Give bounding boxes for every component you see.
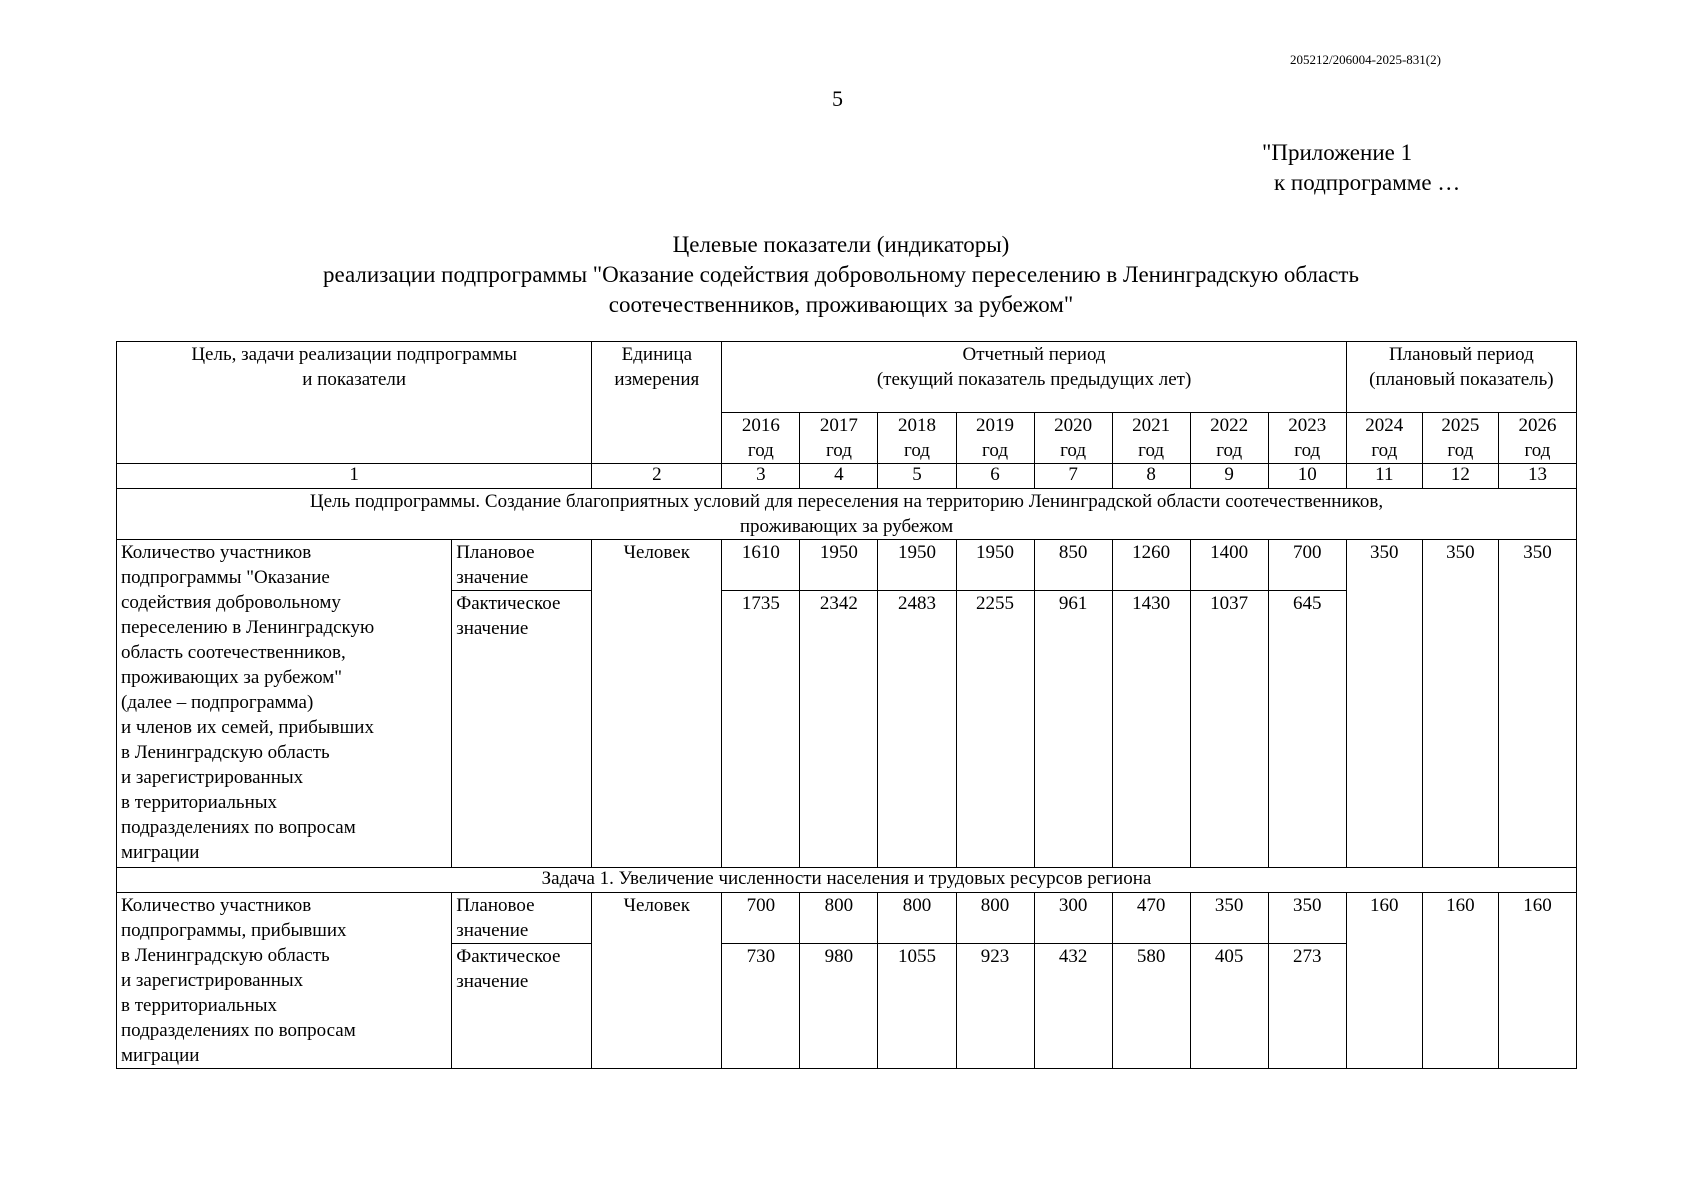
column-number-line: 9 — [1224, 464, 1234, 485]
plan-value — [878, 893, 956, 944]
indicator-name-line: подпрограммы "Оказание — [121, 567, 330, 588]
document-id: 205212/206004-2025-831(2) — [1290, 52, 1441, 67]
fact-value-line: 961 — [1058, 593, 1088, 614]
year-header — [1268, 413, 1346, 464]
indicator-name-line: и зарегистрированных — [121, 970, 304, 991]
fact-value-line: 2483 — [897, 593, 936, 614]
plan-value-line: 800 — [824, 895, 854, 916]
plan-value-line: 1260 — [1132, 542, 1171, 563]
fact-value-line: 2255 — [976, 593, 1015, 614]
fact-value-line: 645 — [1292, 593, 1322, 614]
year-header-line: 2026 — [1518, 415, 1557, 436]
unit-cell — [592, 540, 722, 868]
column-number-line: 4 — [834, 464, 844, 485]
indicator-name-line: в территориальных — [121, 995, 278, 1016]
column-number — [1498, 464, 1576, 489]
indicators-table — [116, 341, 1577, 1069]
plan-value-line: 1610 — [741, 542, 780, 563]
year-header — [1112, 413, 1190, 464]
fact-label — [452, 944, 592, 1069]
year-header-line: 2017 — [819, 415, 858, 436]
column-number-line: 5 — [912, 464, 922, 485]
document-title — [0, 230, 1682, 320]
plan-value-line: 1400 — [1210, 542, 1249, 563]
header-planning-period-line: Плановый период — [1388, 344, 1534, 365]
indicator-name-line: подразделениях по вопросам — [121, 817, 356, 838]
indicator-name-line: Количество участников — [121, 542, 312, 563]
indicator-name-line: область соотечественников, — [121, 642, 346, 663]
plan-value — [956, 540, 1034, 591]
fact-value-line: 1735 — [741, 593, 780, 614]
planned-value — [1346, 893, 1422, 1069]
column-number — [800, 464, 878, 489]
column-number-line: 6 — [990, 464, 1000, 485]
planned-value-line: 160 — [1446, 895, 1475, 916]
year-header — [800, 413, 878, 464]
indicator-plan-row — [117, 893, 1577, 944]
indicator-name-line: проживающих за рубежом" — [121, 667, 342, 688]
header-unit-line: измерения — [614, 369, 700, 390]
fact-value — [1190, 591, 1268, 868]
plan-value — [1034, 540, 1112, 591]
fact-value-line: 1430 — [1132, 593, 1171, 614]
plan-label-line: значение — [456, 567, 529, 588]
plan-label-line: Плановое — [456, 542, 535, 563]
year-header-line: год — [1524, 440, 1551, 461]
plan-value-line: 850 — [1058, 542, 1088, 563]
plan-value-line: 350 — [1292, 895, 1322, 916]
year-header-line: год — [1216, 440, 1243, 461]
fact-value — [1112, 944, 1190, 1069]
plan-value-line: 1950 — [819, 542, 858, 563]
indicator-name — [117, 893, 452, 1069]
indicator-name-line: переселению в Ленинградскую — [121, 617, 375, 638]
fact-value — [1034, 591, 1112, 868]
section-task-1 — [117, 868, 1577, 893]
fact-value-line: 1055 — [897, 946, 936, 968]
fact-value — [800, 591, 878, 868]
column-number-line: 2 — [652, 464, 662, 485]
indicator-name-line: и членов их семей, прибывших — [121, 717, 374, 738]
title-line-2: реализации подпрограммы "Оказание содействия добровольному переселению в Ленинградскую область — [323, 262, 1359, 287]
header-reporting-period-line: (текущий показатель предыдущих лет) — [876, 369, 1192, 390]
column-number-line: 10 — [1297, 464, 1317, 485]
section-task-1-line: Задача 1. Увеличение численности населения и трудовых ресурсов региона — [541, 868, 1152, 889]
year-header — [1346, 413, 1422, 464]
year-header-line: 2016 — [741, 415, 780, 436]
fact-label-line: Фактическое — [456, 593, 561, 614]
section-goal — [117, 489, 1577, 540]
plan-value — [722, 540, 800, 591]
indicator-name-line: подпрограммы, прибывших — [121, 920, 347, 941]
plan-value — [1190, 540, 1268, 591]
planned-value-line: 160 — [1523, 895, 1552, 916]
section-row — [117, 868, 1577, 893]
fact-label-line: Фактическое — [456, 946, 561, 968]
plan-value-line: 700 — [1292, 542, 1322, 563]
column-number — [117, 464, 592, 489]
indicator-name-line: в территориальных — [121, 792, 278, 813]
plan-value — [878, 540, 956, 591]
plan-value — [956, 893, 1034, 944]
section-goal-line: Цель подпрограммы. Создание благоприятных условий для переселения на территорию Ленинградской области соотечественников, — [309, 491, 1384, 512]
plan-value-line: 300 — [1058, 895, 1088, 916]
header-row — [117, 342, 1577, 413]
column-number-line: 3 — [756, 464, 766, 485]
column-number — [722, 464, 800, 489]
plan-value-line: 800 — [902, 895, 932, 916]
indicator-plan-row — [117, 540, 1577, 591]
year-header-line: 2020 — [1054, 415, 1093, 436]
planned-value-line: 350 — [1370, 542, 1399, 563]
fact-value-line: 580 — [1136, 946, 1166, 968]
year-header — [1190, 413, 1268, 464]
fact-value — [722, 591, 800, 868]
planned-value-line: 350 — [1523, 542, 1552, 563]
plan-value-line: 800 — [980, 895, 1010, 916]
year-header-line: год — [1138, 440, 1165, 461]
fact-value — [1190, 944, 1268, 1069]
column-number-line: 8 — [1146, 464, 1156, 485]
column-number-line: 13 — [1527, 464, 1547, 485]
year-header-line: год — [1371, 440, 1398, 461]
plan-label-line: Плановое — [456, 895, 535, 916]
fact-value-line: 1037 — [1210, 593, 1249, 614]
column-number — [1034, 464, 1112, 489]
column-number-line: 11 — [1375, 464, 1394, 485]
fact-value — [1268, 591, 1346, 868]
year-header — [1422, 413, 1498, 464]
planned-value — [1422, 540, 1498, 868]
fact-value — [722, 944, 800, 1069]
plan-value — [800, 893, 878, 944]
plan-value-line: 700 — [746, 895, 776, 916]
unit-cell-line: Человек — [623, 542, 690, 563]
year-header — [1034, 413, 1112, 464]
plan-value — [1112, 893, 1190, 944]
column-number — [1268, 464, 1346, 489]
fact-label-line: значение — [456, 618, 529, 639]
fact-value-line: 980 — [824, 946, 854, 968]
planned-value-line: 160 — [1370, 895, 1399, 916]
fact-label — [452, 591, 592, 868]
year-header-line: 2024 — [1365, 415, 1404, 436]
title-line-1: Целевые показатели (индикаторы) — [672, 232, 1010, 257]
header-unit-line: Единица — [621, 344, 693, 365]
fact-value — [956, 944, 1034, 1069]
fact-value-line: 2342 — [819, 593, 858, 614]
year-header-line: 2025 — [1441, 415, 1480, 436]
indicator-name-line: и зарегистрированных — [121, 767, 304, 788]
year-header-line: год — [982, 440, 1008, 461]
appendix-line-2: к подпрограмме … — [1274, 170, 1461, 195]
plan-label — [452, 540, 592, 591]
year-header — [878, 413, 956, 464]
year-header-line: 2022 — [1210, 415, 1249, 436]
column-number — [878, 464, 956, 489]
year-header — [956, 413, 1034, 464]
plan-value — [722, 893, 800, 944]
year-header-line: 2021 — [1132, 415, 1171, 436]
unit-cell-line: Человек — [623, 895, 690, 916]
indicator-name-line: в Ленинградскую область — [121, 945, 330, 966]
table-body — [117, 342, 1577, 1069]
indicator-name-line: в Ленинградскую область — [121, 742, 330, 763]
fact-value — [1034, 944, 1112, 1069]
plan-value-line: 1950 — [897, 542, 936, 563]
fact-value — [878, 591, 956, 868]
indicator-name-line: подразделениях по вопросам — [121, 1020, 356, 1041]
column-number — [1346, 464, 1422, 489]
year-header — [1498, 413, 1576, 464]
column-number — [956, 464, 1034, 489]
appendix-line-1: "Приложение 1 — [1262, 140, 1413, 165]
planned-value — [1422, 893, 1498, 1069]
column-number-line: 1 — [349, 464, 359, 485]
section-goal-line: проживающих за рубежом — [739, 516, 954, 537]
plan-value — [1112, 540, 1190, 591]
indicator-name-line: содействия добровольному — [121, 592, 341, 613]
plan-value-line: 1950 — [976, 542, 1015, 563]
year-header-line: год — [1447, 440, 1474, 461]
header-unit — [592, 342, 722, 464]
column-number — [1190, 464, 1268, 489]
header-goal-line: и показатели — [302, 369, 407, 390]
plan-value-line: 350 — [1214, 895, 1244, 916]
title-line-3: соотечественников, проживающих за рубежом" — [608, 292, 1074, 317]
header-reporting-period — [722, 342, 1346, 413]
header-planning-period-line: (плановый показатель) — [1369, 369, 1554, 390]
section-row — [117, 489, 1577, 540]
fact-value — [800, 944, 878, 1069]
fact-value — [1112, 591, 1190, 868]
fact-label-line: значение — [456, 971, 529, 993]
column-number-line: 12 — [1450, 464, 1470, 485]
indicator-name-line: миграции — [121, 842, 200, 863]
unit-cell — [592, 893, 722, 1069]
header-reporting-period-line: Отчетный период — [962, 344, 1106, 365]
fact-value-line: 273 — [1292, 946, 1322, 968]
plan-value — [1190, 893, 1268, 944]
planned-value — [1346, 540, 1422, 868]
planned-value — [1498, 893, 1576, 1069]
header-goal-line: Цель, задачи реализации подпрограммы — [191, 344, 517, 365]
column-number-line: 7 — [1068, 464, 1078, 485]
plan-value-line: 470 — [1136, 895, 1166, 916]
fact-value — [878, 944, 956, 1069]
year-header-line: год — [1060, 440, 1087, 461]
year-header-line: год — [1294, 440, 1321, 461]
year-header-line: 2019 — [976, 415, 1015, 436]
plan-value — [1268, 540, 1346, 591]
header-goal — [117, 342, 592, 464]
year-header-line: 2018 — [897, 415, 936, 436]
planned-value-line: 350 — [1446, 542, 1475, 563]
plan-value — [1034, 893, 1112, 944]
column-number — [592, 464, 722, 489]
fact-value — [1268, 944, 1346, 1069]
year-header — [722, 413, 800, 464]
year-header-line: год — [904, 440, 930, 461]
indicator-name-line: Количество участников — [121, 895, 312, 916]
fact-value-line: 432 — [1058, 946, 1088, 968]
plan-label — [452, 893, 592, 944]
fact-value-line: 923 — [980, 946, 1010, 968]
fact-value-line: 405 — [1214, 946, 1244, 968]
appendix-reference — [1262, 138, 1460, 198]
fact-value-line: 730 — [746, 946, 776, 968]
plan-value — [1268, 893, 1346, 944]
page-number: 5 — [832, 86, 843, 111]
fact-value — [956, 591, 1034, 868]
column-number — [1112, 464, 1190, 489]
indicator-name — [117, 540, 452, 868]
column-numbers-row — [117, 464, 1577, 489]
indicator-name-line: миграции — [121, 1045, 200, 1066]
plan-value — [800, 540, 878, 591]
planned-value — [1498, 540, 1576, 868]
year-header-line: год — [825, 440, 852, 461]
indicator-name-line: (далее – подпрограмма) — [121, 692, 314, 713]
column-number — [1422, 464, 1498, 489]
year-header-line: год — [747, 440, 774, 461]
plan-label-line: значение — [456, 920, 529, 941]
header-planning-period — [1346, 342, 1576, 413]
year-header-line: 2023 — [1288, 415, 1327, 436]
